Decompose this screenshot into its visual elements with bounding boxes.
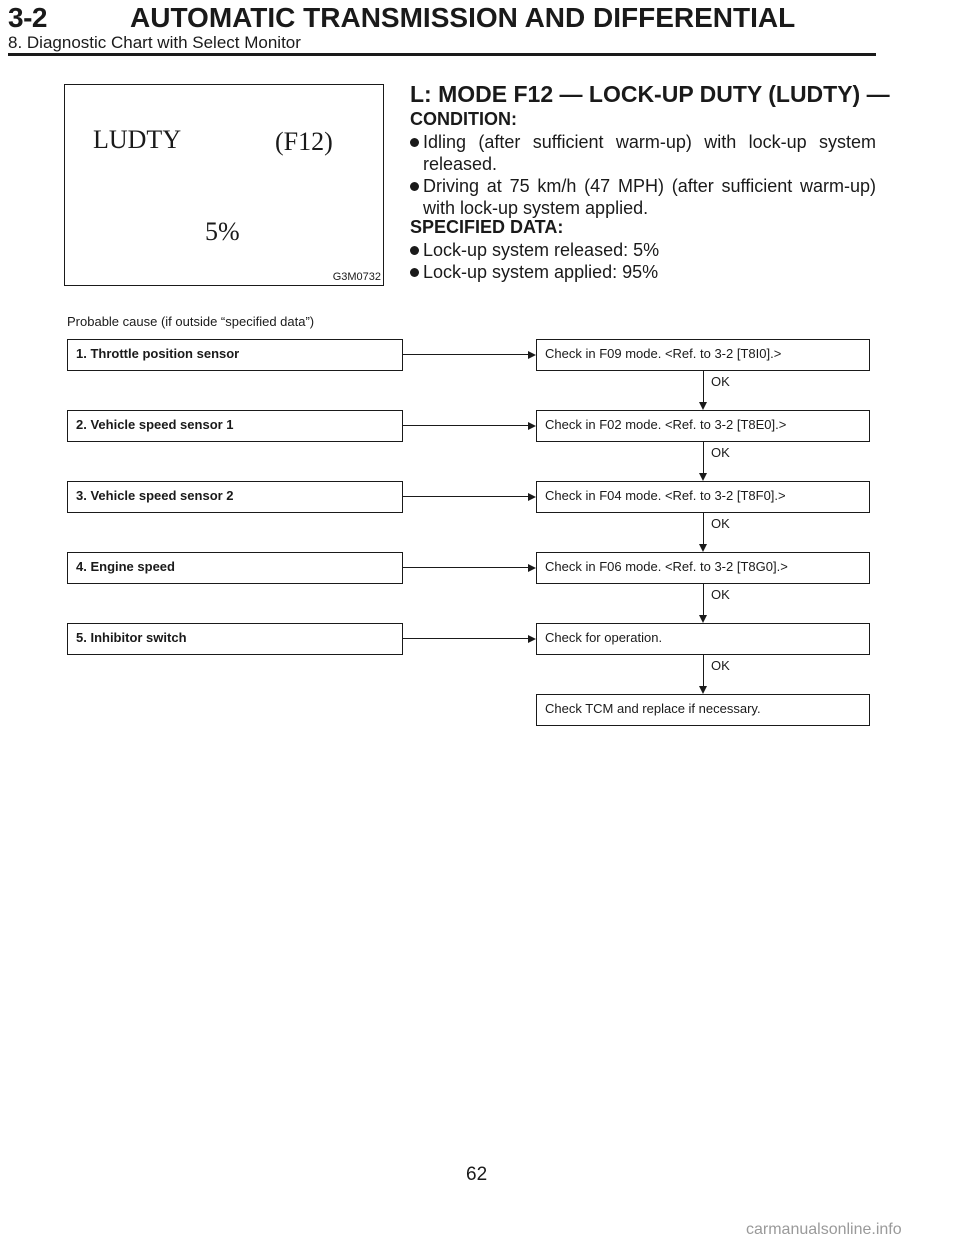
list-item xyxy=(410,261,876,283)
connector-line xyxy=(703,513,704,545)
bullet-icon xyxy=(410,268,419,277)
connector-line xyxy=(703,584,704,616)
arrow-right-icon xyxy=(528,493,536,501)
check-box-2: Check in F02 mode. <Ref. to 3-2 [T8E0].> xyxy=(536,410,870,442)
connector-line xyxy=(403,496,529,497)
cause-box-2: 2. Vehicle speed sensor 1 xyxy=(67,410,403,442)
connector-line xyxy=(403,354,529,355)
arrow-down-icon xyxy=(699,615,707,623)
condition-text: Idling (after sufficient warm-up) with lock-up system released. xyxy=(423,132,876,174)
bullet-icon xyxy=(410,138,419,147)
page-title: AUTOMATIC TRANSMISSION AND DIFFERENTIAL xyxy=(130,2,796,33)
header-rule xyxy=(8,53,876,56)
monitor-value: 5% xyxy=(205,217,240,246)
check-box-3: Check in F04 mode. <Ref. to 3-2 [T8F0].> xyxy=(536,481,870,513)
condition-list xyxy=(410,131,876,219)
arrow-down-icon xyxy=(699,686,707,694)
page-subtitle: 8. Diagnostic Chart with Select Monitor xyxy=(8,33,301,52)
cause-box-5: 5. Inhibitor switch xyxy=(67,623,403,655)
bullet-icon xyxy=(410,182,419,191)
specified-list xyxy=(410,239,876,283)
arrow-right-icon xyxy=(528,564,536,572)
condition-text: Driving at 75 km/h (47 MPH) (after sufficient warm-up) with lock-up system applied. xyxy=(423,176,876,218)
monitor-mode-code: (F12) xyxy=(275,127,333,156)
section-number: 3-2 xyxy=(8,2,47,33)
ok-label: OK xyxy=(711,374,730,389)
ok-label: OK xyxy=(711,516,730,531)
connector-line xyxy=(703,655,704,687)
connector-line xyxy=(703,371,704,403)
monitor-mode-name: LUDTY xyxy=(93,125,182,154)
connector-line xyxy=(403,567,529,568)
section-title: L: MODE F12 — LOCK-UP DUTY (LUDTY) — xyxy=(410,81,890,107)
connector-line xyxy=(403,425,529,426)
list-item xyxy=(410,175,876,219)
list-item xyxy=(410,239,876,261)
chart-caption: Probable cause (if outside “specified data”) xyxy=(67,314,315,329)
ok-label: OK xyxy=(711,658,730,673)
arrow-down-icon xyxy=(699,544,707,552)
check-box-5: Check for operation. xyxy=(536,623,870,655)
arrow-right-icon xyxy=(528,351,536,359)
figure-id: G3M0732 xyxy=(332,271,381,283)
connector-line xyxy=(703,442,704,474)
page-number: 62 xyxy=(466,1164,488,1185)
arrow-down-icon xyxy=(699,402,707,410)
check-box-1: Check in F09 mode. <Ref. to 3-2 [T8I0].> xyxy=(536,339,870,371)
cause-box-4: 4. Engine speed xyxy=(67,552,403,584)
check-box-4: Check in F06 mode. <Ref. to 3-2 [T8G0].> xyxy=(536,552,870,584)
specified-text: Lock-up system released: 5% xyxy=(423,240,660,260)
final-check-box: Check TCM and replace if necessary. xyxy=(536,694,870,726)
bullet-icon xyxy=(410,246,419,255)
list-item xyxy=(410,131,876,175)
condition-heading: CONDITION: xyxy=(410,109,517,129)
select-monitor-display xyxy=(64,84,384,286)
arrow-right-icon xyxy=(528,422,536,430)
cause-box-3: 3. Vehicle speed sensor 2 xyxy=(67,481,403,513)
connector-line xyxy=(403,638,529,639)
ok-label: OK xyxy=(711,587,730,602)
ok-label: OK xyxy=(711,445,730,460)
specified-heading: SPECIFIED DATA: xyxy=(410,217,564,237)
arrow-right-icon xyxy=(528,635,536,643)
watermark: carmanualsonline.info xyxy=(746,1221,902,1238)
specified-text: Lock-up system applied: 95% xyxy=(423,262,659,282)
arrow-down-icon xyxy=(699,473,707,481)
cause-box-1: 1. Throttle position sensor xyxy=(67,339,403,371)
